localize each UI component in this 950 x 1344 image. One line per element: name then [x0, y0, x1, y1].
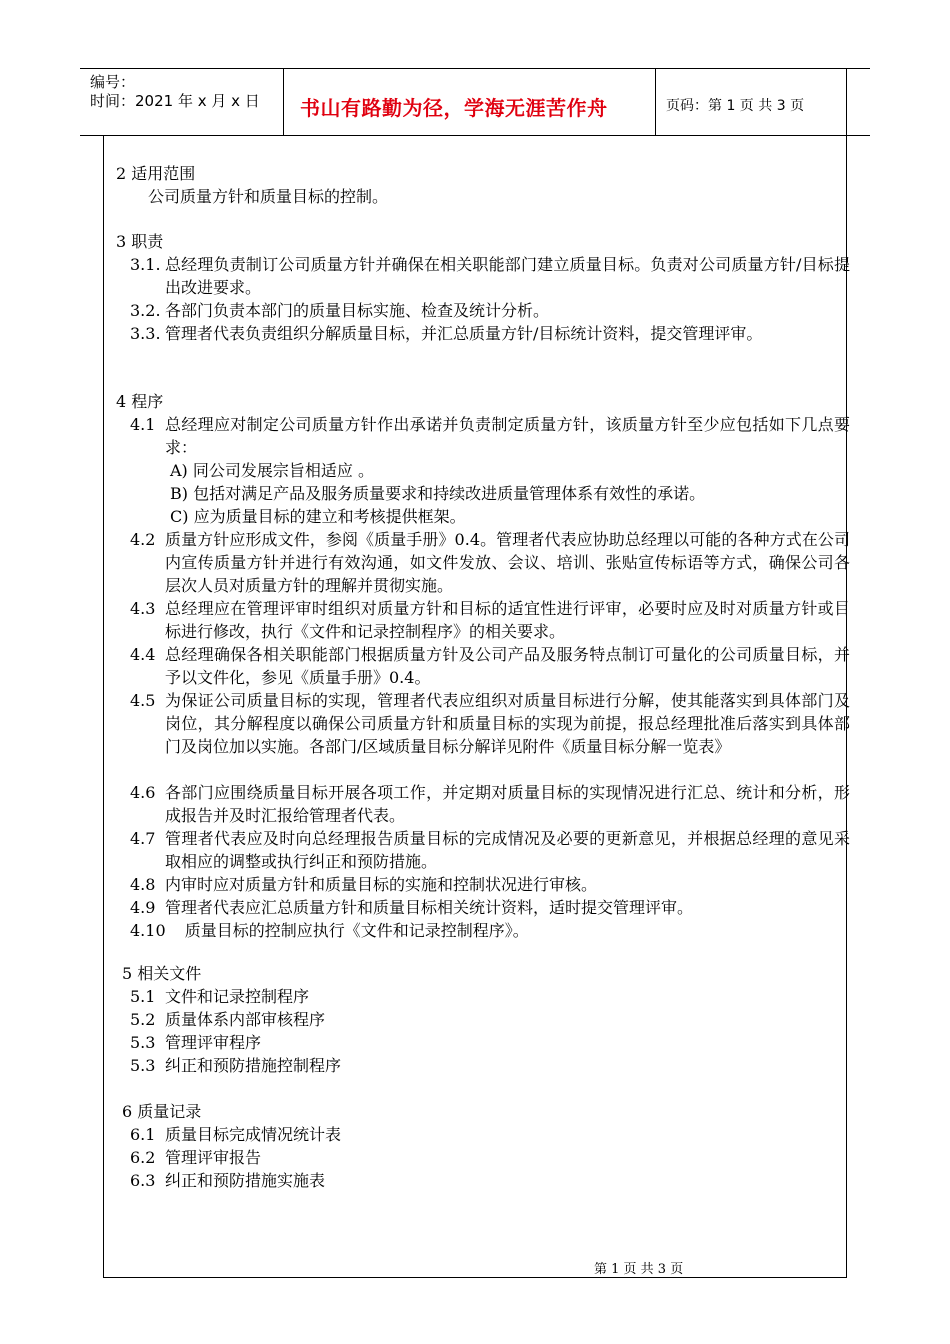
item-number: 4.9: [130, 898, 156, 917]
item-number: 6.1: [130, 1125, 156, 1144]
list-item: [130, 597, 850, 643]
section-4-title: 4 程序: [116, 392, 164, 411]
list-item: [130, 1123, 850, 1146]
header-page-indicator: 页码：第 1 页 共 3 页: [666, 98, 805, 114]
item-number: 4.7: [130, 829, 156, 848]
item-number: 6.2: [130, 1148, 156, 1167]
section-2-title: 2 适用范围: [116, 164, 196, 183]
frame-left: [103, 135, 104, 1278]
item-text: 质量体系内部审核程序: [165, 1010, 326, 1029]
item-number: 5.3: [130, 1033, 156, 1052]
list-item: [130, 985, 850, 1008]
header-divider-2: [655, 68, 656, 136]
list-item: [130, 413, 850, 459]
section-3-title: 3 职责: [116, 232, 164, 251]
item-number: 4.4: [130, 645, 156, 664]
list-item: [130, 1008, 850, 1031]
list-item: [130, 896, 850, 919]
item-text: 管理者代表应汇总质量方针和质量目标相关统计资料，适时提交管理评审。: [165, 898, 694, 917]
list-item: [130, 827, 850, 873]
item-text: 各部门负责本部门的质量目标实施、检查及统计分析。: [165, 301, 550, 320]
list-item: [130, 528, 850, 597]
list-item: [130, 919, 529, 942]
header-divider-1: [283, 68, 284, 136]
sub-item-label: C): [170, 507, 189, 526]
sub-item-a: [170, 459, 374, 482]
footer-page-number: 第 1 页 共 3 页: [594, 1262, 684, 1277]
item-text: 总经理应在管理评审时组织对质量方针和目标的适宜性进行评审，必要时应及时对质量方针或目标进行修改，执行《文件和记录控制程序》的相关要求。: [165, 599, 850, 641]
list-item: [130, 1054, 850, 1077]
item-text: 总经理应对制定公司质量方针作出承诺并负责制定质量方针，该质量方针至少应包括如下几点要求：: [165, 415, 850, 457]
item-number: 6.3: [130, 1171, 156, 1190]
item-number: 4.1: [130, 415, 156, 434]
list-item: [130, 299, 850, 322]
item-number: 4.6: [130, 783, 156, 802]
item-text: 纠正和预防措施控制程序: [165, 1056, 342, 1075]
item-text: 各部门应围绕质量目标开展各项工作，并定期对质量目标的实现情况进行汇总、统计和分析，形成报告并及时汇报给管理者代表。: [165, 783, 850, 825]
sub-item-label: B): [170, 484, 188, 503]
document-date: 时间：2021 年 x 月 x 日: [90, 92, 260, 110]
section-2-text: 公司质量方针和质量目标的控制。: [148, 187, 389, 206]
item-text: 管理评审程序: [165, 1033, 262, 1052]
sub-item-c: [170, 505, 466, 528]
sub-item-text: 包括对满足产品及服务质量要求和持续改进质量管理体系有效性的承诺。: [193, 484, 706, 503]
item-text: 质量目标完成情况统计表: [165, 1125, 342, 1144]
header-top-rule: [80, 68, 870, 69]
item-text: 质量目标的控制应执行《文件和记录控制程序》。: [184, 921, 529, 940]
item-number: 4.8: [130, 875, 156, 894]
list-item: [130, 643, 850, 689]
header-bottom-rule: [80, 135, 870, 136]
item-number: 5.2: [130, 1010, 156, 1029]
item-text: 质量方针应形成文件，参阅《质量手册》0.4。管理者代表应协助总经理以可能的各种方式在公司内宣传质量方针并进行有效沟通，如文件发放、会议、培训、张贴宣传标语等方式，确保公司各层次人员对质量方针的理解并贯彻实施。: [165, 530, 850, 595]
list-item: [130, 1146, 850, 1169]
sub-item-label: A): [170, 461, 188, 480]
item-number: 3.1.: [130, 255, 161, 274]
item-number: 4.3: [130, 599, 156, 618]
frame-bottom: [103, 1277, 847, 1278]
item-number: 4.5: [130, 691, 156, 710]
item-text: 文件和记录控制程序: [165, 987, 310, 1006]
list-item: [130, 689, 850, 758]
header-divider-3: [846, 68, 847, 136]
sub-item-b: [170, 482, 705, 505]
item-number: 5.1: [130, 987, 156, 1006]
list-item: [130, 781, 850, 827]
item-text: 总经理负责制订公司质量方针并确保在相关职能部门建立质量目标。负责对公司质量方针/目标提出改进要求。: [165, 255, 850, 297]
list-item: [130, 1169, 850, 1192]
section-6-title: 6 质量记录: [122, 1102, 202, 1121]
list-item: [130, 253, 850, 299]
list-item: [130, 873, 850, 896]
item-number: 4.2: [130, 530, 156, 549]
item-text: 管理者代表应及时向总经理报告质量目标的完成情况及必要的更新意见，并根据总经理的意见采取相应的调整或执行纠正和预防措施。: [165, 829, 850, 871]
item-text: 管理者代表负责组织分解质量目标，并汇总质量方针/目标统计资料，提交管理评审。: [165, 324, 763, 343]
item-number: 5.3: [130, 1056, 156, 1075]
item-number: 4.10: [130, 921, 166, 940]
item-text: 内审时应对质量方针和质量目标的实施和控制状况进行审核。: [165, 875, 598, 894]
item-text: 总经理确保各相关职能部门根据质量方针及公司产品及服务特点制订可量化的公司质量目标，并予以文件化，参见《质量手册》0.4。: [165, 645, 850, 687]
list-item: [130, 322, 850, 345]
item-text: 纠正和预防措施实施表: [165, 1171, 326, 1190]
item-text: 为保证公司质量目标的实现，管理者代表应组织对质量目标进行分解，使其能落实到具体部门及岗位，其分解程度以确保公司质量方针和质量目标的实现为前提，报总经理批准后落实到具体部门及岗位加以实施。各部门/区域质量目标分解详见附件《质量目标分解一览表》: [165, 691, 850, 756]
item-text: 管理评审报告: [165, 1148, 262, 1167]
item-number: 3.3.: [130, 324, 161, 343]
sub-item-text: 应为质量目标的建立和考核提供框架。: [193, 507, 466, 526]
section-5-title: 5 相关文件: [122, 964, 202, 983]
sub-item-text: 同公司发展宗旨相适应 。: [192, 461, 374, 480]
header-motto: 书山有路勤为径，学海无涯苦作舟: [300, 96, 608, 120]
item-number: 3.2.: [130, 301, 161, 320]
list-item: [130, 1031, 850, 1054]
document-number-label: 编号：: [90, 73, 136, 91]
